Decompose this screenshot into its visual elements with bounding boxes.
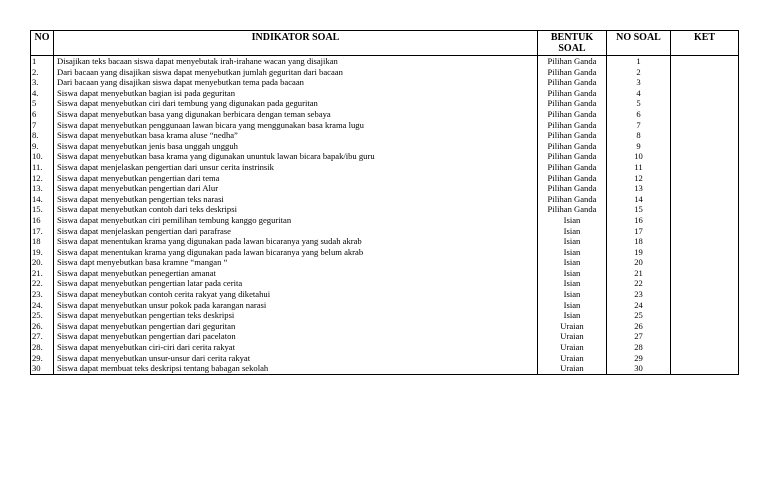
row-bentuk-cell: Pilihan Ganda — [538, 204, 607, 215]
row-no-soal-cell: 23 — [607, 289, 671, 300]
row-no-soal-cell: 16 — [607, 215, 671, 226]
row-indikator-cell: Siswa dapat menyebutkan pengertian dari pacelaton — [54, 331, 538, 342]
row-indikator-cell: Siswa dapat menyebutkan ciri pemilihan tembung kanggo geguritan — [54, 215, 538, 226]
row-bentuk-cell: Pilihan Ganda — [538, 88, 607, 99]
row-indikator-cell: Siswa dapat menentukan krama yang digunakan pada lawan bicaranya yang belum akrab — [54, 247, 538, 258]
row-no-cell: 11. — [31, 162, 54, 173]
row-ket-cell — [671, 321, 739, 332]
row-no-cell: 3. — [31, 77, 54, 88]
row-indikator-cell: Siswa dapat menyebutkan penggunaan lawan bicara yang menggunakan basa krama lugu — [54, 120, 538, 131]
table-row — [31, 226, 739, 237]
table-row — [31, 215, 739, 226]
row-bentuk-cell: Isian — [538, 247, 607, 258]
row-no-soal-cell: 30 — [607, 363, 671, 374]
row-no-cell: 23. — [31, 289, 54, 300]
row-bentuk-cell: Pilihan Ganda — [538, 67, 607, 78]
row-ket-cell — [671, 109, 739, 120]
table-row — [31, 342, 739, 353]
table-row — [31, 173, 739, 184]
table-row — [31, 353, 739, 364]
row-no-soal-cell: 17 — [607, 226, 671, 237]
row-no-cell: 9. — [31, 141, 54, 152]
row-bentuk-cell: Isian — [538, 310, 607, 321]
row-no-soal-cell: 29 — [607, 353, 671, 364]
row-no-soal-cell: 8 — [607, 130, 671, 141]
table-row — [31, 98, 739, 109]
row-ket-cell — [671, 342, 739, 353]
row-ket-cell — [671, 162, 739, 173]
row-no-cell: 10. — [31, 151, 54, 162]
row-bentuk-cell: Isian — [538, 226, 607, 237]
row-no-cell: 16 — [31, 215, 54, 226]
row-ket-cell — [671, 247, 739, 258]
row-indikator-cell: Siswa dapat menyebutkan penegertian amanat — [54, 268, 538, 279]
row-indikator-cell: Siswa dapat menyebutkan pengertian dari Alur — [54, 183, 538, 194]
table-row — [31, 257, 739, 268]
row-no-soal-cell: 10 — [607, 151, 671, 162]
row-bentuk-cell: Pilihan Ganda — [538, 120, 607, 131]
table-row — [31, 331, 739, 342]
row-no-soal-cell: 14 — [607, 194, 671, 205]
row-no-soal-cell: 28 — [607, 342, 671, 353]
row-bentuk-cell: Uraian — [538, 353, 607, 364]
row-no-cell: 1 — [31, 56, 54, 67]
row-bentuk-cell: Uraian — [538, 363, 607, 374]
table-row — [31, 183, 739, 194]
row-bentuk-cell: Pilihan Ganda — [538, 130, 607, 141]
row-no-soal-cell: 13 — [607, 183, 671, 194]
table-row — [31, 289, 739, 300]
table-row — [31, 120, 739, 131]
row-indikator-cell: Siswa dapat membuat teks deskripsi tentang babagan sekolah — [54, 363, 538, 374]
row-indikator-cell: Siswa dapat menyebutkan basa krama aluse “nedha” — [54, 130, 538, 141]
row-no-cell: 26. — [31, 321, 54, 332]
row-no-soal-cell: 1 — [607, 56, 671, 67]
row-ket-cell — [671, 226, 739, 237]
table-row — [31, 67, 739, 78]
table-row — [31, 194, 739, 205]
row-no-cell: 4. — [31, 88, 54, 99]
row-no-soal-cell: 5 — [607, 98, 671, 109]
row-no-cell: 7 — [31, 120, 54, 131]
row-ket-cell — [671, 141, 739, 152]
row-no-soal-cell: 20 — [607, 257, 671, 268]
row-ket-cell — [671, 289, 739, 300]
document-page — [30, 30, 738, 375]
row-ket-cell — [671, 363, 739, 374]
row-bentuk-cell: Pilihan Ganda — [538, 56, 607, 67]
row-no-soal-cell: 24 — [607, 300, 671, 311]
table-row — [31, 204, 739, 215]
row-no-soal-cell: 22 — [607, 278, 671, 289]
row-no-cell: 17. — [31, 226, 54, 237]
row-bentuk-cell: Pilihan Ganda — [538, 109, 607, 120]
row-indikator-cell: Dari bacaan yang disajikan siswa dapat menyebutkan jumlah geguritan dari bacaan — [54, 67, 538, 78]
row-no-soal-cell: 27 — [607, 331, 671, 342]
row-no-soal-cell: 12 — [607, 173, 671, 184]
row-ket-cell — [671, 120, 739, 131]
row-no-cell: 20. — [31, 257, 54, 268]
row-indikator-cell: Siswa dapat menyebutkan pengertian dari tema — [54, 173, 538, 184]
row-indikator-cell: Siswa dapat menyebutkan unsur-unsur dari cerita rakyat — [54, 353, 538, 364]
table-row — [31, 162, 739, 173]
row-bentuk-cell: Uraian — [538, 342, 607, 353]
row-no-soal-cell: 18 — [607, 236, 671, 247]
row-no-cell: 22. — [31, 278, 54, 289]
header-ket: KET — [671, 31, 739, 56]
row-ket-cell — [671, 310, 739, 321]
table-body — [31, 56, 739, 375]
row-indikator-cell: Dari bacaan yang disajikan siswa dapat menyebutkan tema pada bacaan — [54, 77, 538, 88]
row-no-soal-cell: 25 — [607, 310, 671, 321]
row-indikator-cell: Disajikan teks bacaan siswa dapat menyebutak irah-irahane wacan yang disajikan — [54, 56, 538, 67]
row-no-cell: 18 — [31, 236, 54, 247]
row-bentuk-cell: Pilihan Ganda — [538, 183, 607, 194]
table-row — [31, 77, 739, 88]
row-bentuk-cell: Pilihan Ganda — [538, 98, 607, 109]
row-indikator-cell: Siswa dapat menjelaskan pengertian dari parafrase — [54, 226, 538, 237]
row-ket-cell — [671, 353, 739, 364]
row-indikator-cell: Siswa dapat menyebutkan ciri dari tembung yang digunakan pada geguritan — [54, 98, 538, 109]
table-row — [31, 141, 739, 152]
row-ket-cell — [671, 67, 739, 78]
row-indikator-cell: Siswa dapat menyebutkan basa yang digunakan berbicara dengan teman sebaya — [54, 109, 538, 120]
table-row — [31, 268, 739, 279]
header-indikator: INDIKATOR SOAL — [54, 31, 538, 56]
row-bentuk-cell: Isian — [538, 268, 607, 279]
row-ket-cell — [671, 215, 739, 226]
row-bentuk-cell: Isian — [538, 215, 607, 226]
table-row — [31, 278, 739, 289]
row-ket-cell — [671, 278, 739, 289]
row-no-cell: 8. — [31, 130, 54, 141]
row-bentuk-cell: Isian — [538, 278, 607, 289]
row-indikator-cell: Siswa dapat menentukan krama yang digunakan pada lawan bicaranya yang sudah akrab — [54, 236, 538, 247]
table-row — [31, 88, 739, 99]
row-bentuk-cell: Pilihan Ganda — [538, 173, 607, 184]
table-row — [31, 310, 739, 321]
table-row — [31, 236, 739, 247]
row-ket-cell — [671, 331, 739, 342]
table-row — [31, 56, 739, 67]
header-bentuk-line2: SOAL — [558, 43, 586, 54]
row-indikator-cell: Siswa dapat menjelaskan pengertian dari unsur cerita instrinsik — [54, 162, 538, 173]
row-indikator-cell: Siswa dapt menyebutkan basa kramne “mangan “ — [54, 257, 538, 268]
row-ket-cell — [671, 257, 739, 268]
row-bentuk-cell: Isian — [538, 289, 607, 300]
header-no-soal: NO SOAL — [607, 31, 671, 56]
table-row — [31, 247, 739, 258]
row-indikator-cell: Siswa dapat meneybutkan contoh cerita rakyat yang diketahui — [54, 289, 538, 300]
row-indikator-cell: Siswa dapat menyebutkan unsur pokok pada karangan narasi — [54, 300, 538, 311]
row-indikator-cell: Siswa dapat menyebutkan ciri-ciri dari cerita rakyat — [54, 342, 538, 353]
row-bentuk-cell: Uraian — [538, 331, 607, 342]
row-ket-cell — [671, 151, 739, 162]
row-indikator-cell: Siswa dapat menyebutkan basa krama yang digunakan ununtuk lawan bicara bapak/ibu guru — [54, 151, 538, 162]
row-ket-cell — [671, 88, 739, 99]
row-ket-cell — [671, 194, 739, 205]
table-row — [31, 109, 739, 120]
row-bentuk-cell: Pilihan Ganda — [538, 77, 607, 88]
row-indikator-cell: Siswa dapat menyebutkan pengertian latar pada cerita — [54, 278, 538, 289]
row-no-soal-cell: 7 — [607, 120, 671, 131]
table-row — [31, 321, 739, 332]
indikator-soal-table — [30, 30, 739, 375]
row-no-cell: 27. — [31, 331, 54, 342]
row-no-cell: 6 — [31, 109, 54, 120]
row-no-cell: 28. — [31, 342, 54, 353]
table-row — [31, 300, 739, 311]
header-bentuk-line1: BENTUK — [550, 32, 594, 43]
row-bentuk-cell: Isian — [538, 257, 607, 268]
row-no-cell: 24. — [31, 300, 54, 311]
header-no: NO — [31, 31, 54, 56]
row-bentuk-cell: Isian — [538, 300, 607, 311]
table-header-row — [31, 31, 739, 56]
row-indikator-cell: Siswa dapat menyebutkan pengertian teks deskripsi — [54, 310, 538, 321]
row-no-soal-cell: 11 — [607, 162, 671, 173]
row-bentuk-cell: Isian — [538, 236, 607, 247]
row-bentuk-cell: Pilihan Ganda — [538, 151, 607, 162]
table-row — [31, 151, 739, 162]
row-ket-cell — [671, 98, 739, 109]
row-no-soal-cell: 15 — [607, 204, 671, 215]
row-ket-cell — [671, 183, 739, 194]
row-no-cell: 30 — [31, 363, 54, 374]
table-row — [31, 130, 739, 141]
row-ket-cell — [671, 77, 739, 88]
row-no-cell: 25. — [31, 310, 54, 321]
row-no-cell: 21. — [31, 268, 54, 279]
row-ket-cell — [671, 204, 739, 215]
row-no-soal-cell: 19 — [607, 247, 671, 258]
row-ket-cell — [671, 130, 739, 141]
row-no-soal-cell: 4 — [607, 88, 671, 99]
row-indikator-cell: Siswa dapat menyebutkan pengertian teks narasi — [54, 194, 538, 205]
row-no-soal-cell: 9 — [607, 141, 671, 152]
row-ket-cell — [671, 268, 739, 279]
row-no-cell: 2. — [31, 67, 54, 78]
row-ket-cell — [671, 56, 739, 67]
row-indikator-cell: Siswa dapat menyebutkan contoh dari teks deskripsi — [54, 204, 538, 215]
row-ket-cell — [671, 300, 739, 311]
row-bentuk-cell: Pilihan Ganda — [538, 194, 607, 205]
row-indikator-cell: Siswa dapat menyebutkan pengertian dari geguritan — [54, 321, 538, 332]
row-no-soal-cell: 26 — [607, 321, 671, 332]
row-no-cell: 15. — [31, 204, 54, 215]
row-no-soal-cell: 3 — [607, 77, 671, 88]
row-no-soal-cell: 6 — [607, 109, 671, 120]
row-no-cell: 13. — [31, 183, 54, 194]
table-row — [31, 363, 739, 374]
row-no-cell: 12. — [31, 173, 54, 184]
row-bentuk-cell: Uraian — [538, 321, 607, 332]
row-indikator-cell: Siswa dapat menyebutkan jenis basa unggah ungguh — [54, 141, 538, 152]
row-bentuk-cell: Pilihan Ganda — [538, 141, 607, 152]
row-no-cell: 29. — [31, 353, 54, 364]
row-no-soal-cell: 21 — [607, 268, 671, 279]
row-ket-cell — [671, 173, 739, 184]
row-no-cell: 5 — [31, 98, 54, 109]
row-no-soal-cell: 2 — [607, 67, 671, 78]
row-ket-cell — [671, 236, 739, 247]
row-bentuk-cell: Pilihan Ganda — [538, 162, 607, 173]
row-no-cell: 14. — [31, 194, 54, 205]
row-indikator-cell: Siswa dapat menyebutkan bagian isi pada geguritan — [54, 88, 538, 99]
header-bentuk-soal — [538, 31, 607, 56]
row-no-cell: 19. — [31, 247, 54, 258]
